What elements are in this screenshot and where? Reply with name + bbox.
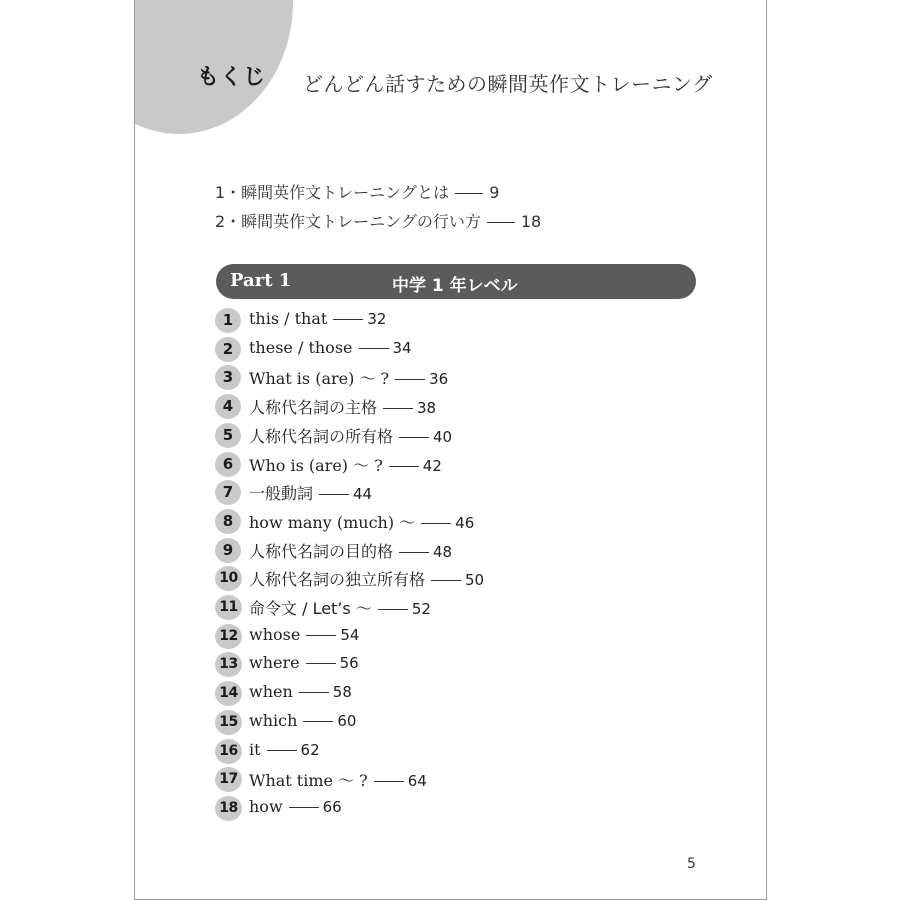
part-header-bar bbox=[216, 264, 696, 299]
item-title: What time ～ ? bbox=[249, 771, 368, 791]
item-title: which bbox=[249, 710, 298, 730]
item-page-number: 32 bbox=[367, 310, 387, 328]
item-entry bbox=[249, 539, 452, 562]
item-entry bbox=[249, 625, 359, 644]
leader-line bbox=[303, 721, 333, 722]
item-title: 人称代名詞の所有格 bbox=[249, 426, 394, 446]
item-number-badge: 13 bbox=[215, 652, 242, 677]
item-page-number: 52 bbox=[411, 600, 431, 618]
item-page-number: 36 bbox=[429, 370, 449, 389]
item-number-badge: 16 bbox=[215, 739, 242, 764]
leader-line bbox=[421, 523, 451, 524]
item-title: it bbox=[249, 739, 261, 759]
toc-heading: もくじ bbox=[197, 65, 267, 90]
item-number-badge: 1 bbox=[215, 308, 241, 333]
item-title: when bbox=[249, 682, 293, 702]
item-title: these / those bbox=[249, 337, 353, 357]
leader-line bbox=[359, 348, 389, 349]
item-page-number: 44 bbox=[353, 485, 373, 504]
item-entry bbox=[249, 395, 436, 418]
item-number-badge: 10 bbox=[215, 566, 242, 591]
leader-line bbox=[455, 193, 483, 194]
item-entry bbox=[249, 567, 484, 590]
item-page-number: 40 bbox=[433, 427, 453, 446]
item-page-number: 48 bbox=[433, 542, 453, 561]
intro-entry-text: 2・瞬間英作文トレーニングの行い方 bbox=[215, 212, 481, 231]
item-number-badge: 15 bbox=[215, 710, 242, 735]
leader-line bbox=[431, 580, 461, 581]
item-number-badge: 3 bbox=[215, 365, 241, 390]
item-title: whose bbox=[249, 624, 301, 644]
item-title: What is (are) ～ ? bbox=[249, 369, 390, 389]
item-page-number: 54 bbox=[340, 625, 360, 644]
item-title: 人称代名詞の独立所有格 bbox=[249, 570, 426, 590]
item-title: Who is (are) ～ ? bbox=[249, 455, 383, 475]
leader-line bbox=[378, 609, 408, 610]
leader-line bbox=[395, 379, 425, 380]
item-number-badge: 18 bbox=[215, 796, 242, 821]
book-title: どんどん話すための瞬間英作文トレーニング bbox=[303, 72, 713, 96]
item-title: 命令文 / Let’s ～ bbox=[249, 599, 372, 618]
leader-line bbox=[306, 635, 336, 636]
leader-line bbox=[374, 781, 404, 782]
item-page-number: 66 bbox=[322, 797, 342, 816]
leader-line bbox=[289, 807, 319, 808]
leader-line bbox=[333, 319, 363, 320]
item-page-number: 34 bbox=[392, 338, 412, 357]
item-entry bbox=[249, 309, 386, 328]
item-entry bbox=[249, 510, 474, 533]
intro-entry-1 bbox=[215, 180, 499, 203]
page-number: 5 bbox=[687, 856, 696, 872]
item-number-badge: 7 bbox=[215, 480, 241, 505]
item-number-badge: 14 bbox=[215, 681, 242, 706]
item-page-number: 60 bbox=[337, 711, 357, 730]
item-number-badge: 12 bbox=[215, 624, 242, 649]
item-page-number: 46 bbox=[455, 513, 475, 532]
item-page-number: 50 bbox=[465, 571, 485, 590]
item-number-badge: 4 bbox=[215, 394, 241, 419]
leader-line bbox=[389, 466, 419, 467]
item-page-number: 62 bbox=[300, 740, 320, 759]
item-page-number: 56 bbox=[339, 654, 359, 673]
item-page-number: 58 bbox=[332, 683, 352, 702]
item-entry bbox=[249, 366, 448, 389]
item-title: how bbox=[249, 796, 283, 816]
leader-line bbox=[306, 663, 336, 664]
item-entry bbox=[249, 768, 427, 791]
leader-line bbox=[267, 750, 297, 751]
item-title: 一般動詞 bbox=[249, 484, 314, 504]
item-title: how many (much) ～ bbox=[249, 512, 416, 532]
item-title: 人称代名詞の主格 bbox=[249, 398, 378, 418]
item-number-badge: 5 bbox=[215, 423, 241, 448]
item-entry bbox=[249, 653, 359, 672]
document-page bbox=[134, 0, 767, 900]
item-entry bbox=[249, 424, 452, 447]
part-level: 中学 1 年レベル bbox=[392, 276, 518, 296]
item-entry bbox=[249, 453, 442, 476]
item-number-badge: 9 bbox=[215, 538, 241, 563]
leader-line bbox=[319, 494, 349, 495]
item-title: this / that bbox=[249, 309, 328, 328]
item-number-badge: 17 bbox=[215, 767, 242, 792]
intro-entry-2 bbox=[215, 209, 541, 232]
intro-entry-page: 18 bbox=[520, 212, 542, 231]
item-entry bbox=[249, 740, 320, 759]
intro-entry-text: 1・瞬間英作文トレーニングとは bbox=[215, 183, 450, 202]
item-page-number: 42 bbox=[422, 456, 442, 475]
item-entry bbox=[249, 797, 342, 816]
item-entry bbox=[249, 682, 352, 701]
leader-line bbox=[399, 552, 429, 553]
item-number-badge: 6 bbox=[215, 452, 241, 477]
part-label: Part 1 bbox=[230, 270, 292, 291]
leader-line bbox=[383, 408, 413, 409]
item-number-badge: 11 bbox=[215, 595, 242, 620]
item-number-badge: 2 bbox=[215, 337, 241, 362]
item-entry bbox=[249, 481, 372, 504]
item-number-badge: 8 bbox=[215, 509, 241, 534]
leader-line bbox=[487, 222, 515, 223]
leader-line bbox=[299, 692, 329, 693]
item-entry bbox=[249, 711, 356, 730]
intro-entry-page: 9 bbox=[489, 183, 500, 202]
item-title: where bbox=[249, 653, 300, 673]
item-page-number: 64 bbox=[407, 772, 427, 791]
item-page-number: 38 bbox=[417, 399, 437, 418]
item-entry bbox=[249, 338, 412, 357]
item-entry bbox=[249, 596, 431, 619]
leader-line bbox=[399, 437, 429, 438]
item-title: 人称代名詞の目的格 bbox=[249, 541, 394, 561]
